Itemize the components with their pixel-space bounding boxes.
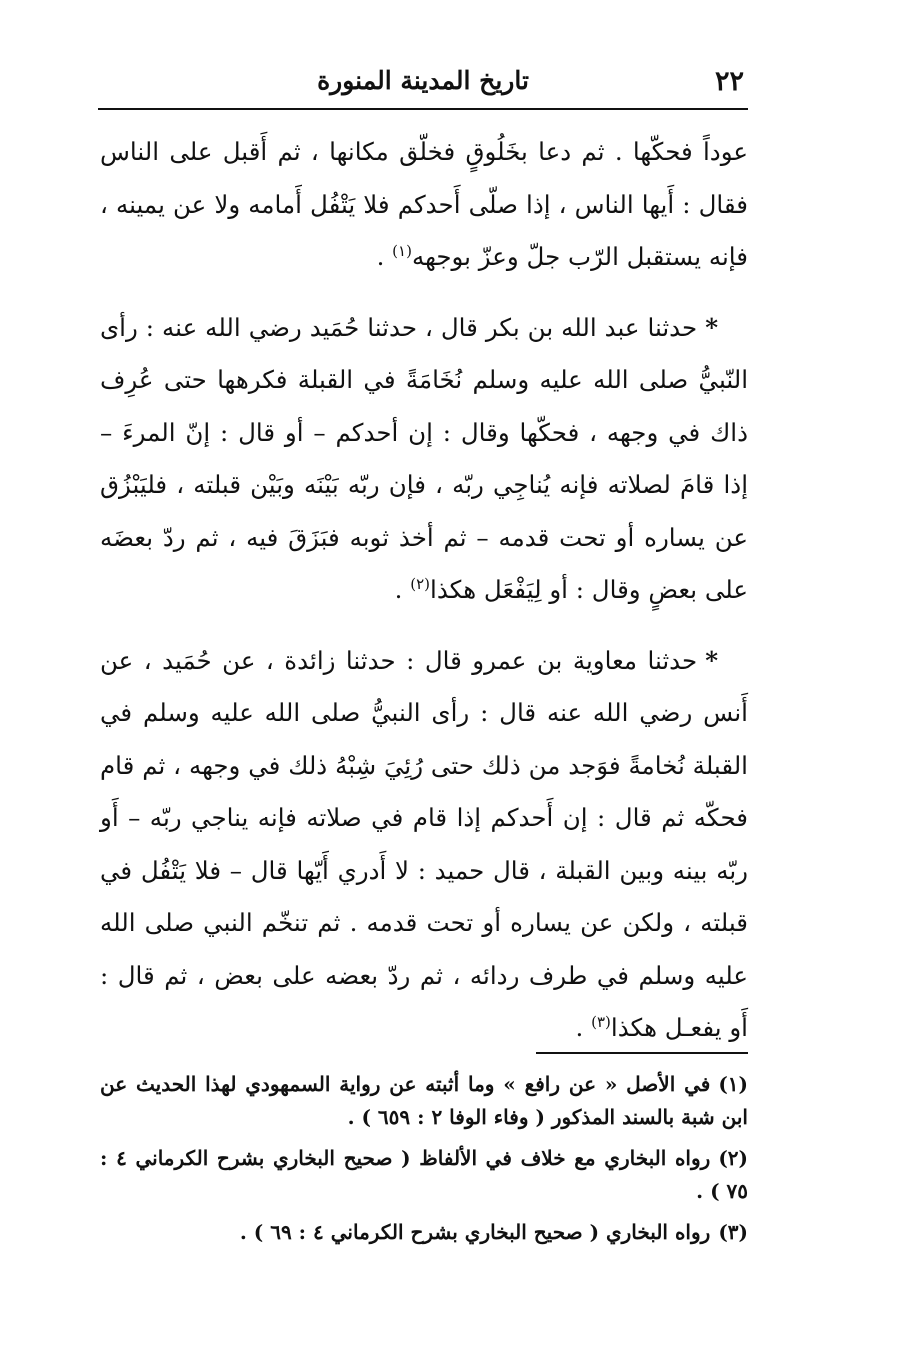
page-header: [98, 62, 748, 110]
footnote-2: [100, 1142, 748, 1208]
footnote-text: رواه البخاري ( صحيح البخاري بشرح الكرماني ٤ : ٦٩ ) .: [239, 1220, 711, 1244]
hadith-star-marker: *: [705, 645, 718, 675]
main-text: [100, 126, 748, 1055]
footnote-number: (٢): [718, 1146, 748, 1170]
paragraph-text: حدثنا عبد الله بن بكر قال ، حدثنا حُمَيد رضي الله عنه : رأى النّبيُّ صلى الله عليه وسلم نُخَامَةً في القبلة فكرهها حتى عُرِف ذاك في وجهه ، فحكّها وقال : إن أحدكم – أو قال : إنّ المرءَ – إذا قامَ لصلاته فإنه يُناجِي ربّه ، فإن ربّه بَيْنَه وبَيْن قبلته ، فليَبْزُق عن يساره أو تحت قدمه – ثم أخذ ثوبه فبَزَقَ فيه ، ثم ردّ بعضَه على بعضٍ وقال : أو لِيَفْعَل هكذا: [100, 312, 748, 604]
page-number: ٢٢: [714, 66, 744, 97]
footnote-number: (٣): [718, 1220, 748, 1244]
paragraph-3: [100, 635, 748, 1055]
paragraph-1: [100, 126, 748, 284]
footnote-text: رواه البخاري مع خلاف في الألفاظ ( صحيح البخاري بشرح الكرماني ٤ : ٧٥ ) .: [100, 1146, 748, 1203]
running-title: تاريخ المدينة المنورة: [317, 66, 529, 95]
paragraph-tail: .: [376, 242, 393, 271]
paragraph-tail: .: [394, 575, 411, 604]
footnote-text: في الأصل « عن رافع » وما أثبته عن رواية السمهودي لهذا الحديث عن ابن شبة بالسند المذكور ( وفاء الوفا ٢ : ٦٥٩ ) .: [100, 1072, 748, 1129]
paragraph-text: عوداً فحكّها . ثم دعا بخَلُوقٍ فخلّق مكانها ، ثم أَقبل على الناس فقال : أَيها الناس ، إذا صلّى أَحدكم فلا يَتْفُل أَمامه ولا عن يمينه ، فإنه يستقبل الرّب جلّ وعزّ بوجهه: [100, 137, 748, 271]
footnote-3: [100, 1216, 748, 1249]
paragraph-tail: .: [575, 1013, 592, 1042]
footnote-number: (١): [718, 1072, 748, 1096]
footnote-ref-1: (١): [392, 241, 412, 260]
footnote-ref-2: (٢): [410, 574, 431, 593]
paragraph-text: حدثنا معاوية بن عمرو قال : حدثنا زائدة ، عن حُمَيد ، عن أَنس رضي الله عنه قال : رأى النبيُّ صلى الله عليه وسلم في القبلة نُخامةً فوَجد من ذلك حتى رُئِيَ شِبْهُ ذلك في وجهه ، ثم قام فحكّه ثم قال : إن أَحدكم إذا قام في صلاته فإنه يناجي ربّه – أَو ربّه بينه وبين القبلة ، قال حميد : لا أَدري أَيّها قال – فلا يَتْفُل في قبلته ، ولكن عن يساره أو تحت قدمه . ثم تنخّم النبي صلى الله عليه وسلم في طرف ردائه ، ثم ردّ بعضه على بعض ، ثم قال : أَو يفعـل هكذا: [100, 645, 748, 1042]
footnote-1: [100, 1068, 748, 1134]
paragraph-2: [100, 302, 748, 617]
hadith-star-marker: *: [705, 312, 718, 342]
footnote-separator: [536, 1052, 748, 1054]
footnote-ref-3: (٣): [591, 1012, 611, 1031]
footnotes: [100, 1068, 748, 1257]
